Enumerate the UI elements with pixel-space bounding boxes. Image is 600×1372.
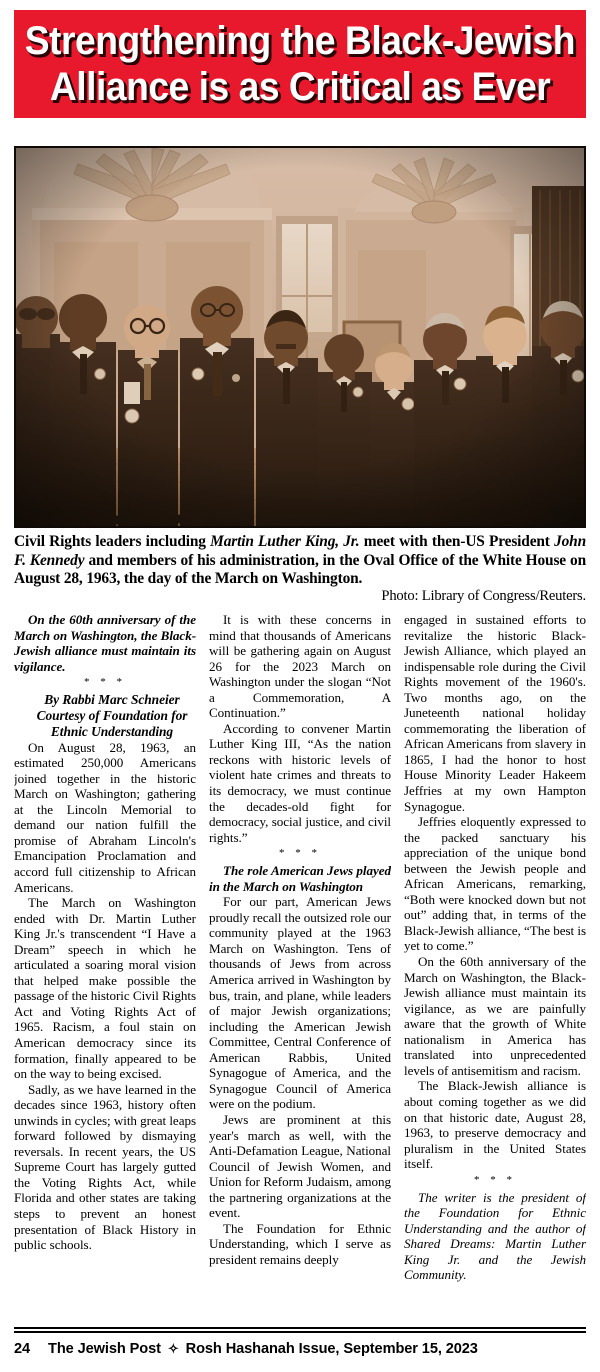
- paragraph: Jews are prominent at this year's march as well, with the Anti-Defamation League, National Council of Jewish Women, and Union for Reform Judaism, among the partnering organizations at the event.: [209, 1111, 391, 1221]
- paragraph: On August 28, 1963, an estimated 250,000 Americans joined together in the historic March on Washington; gathering at the Lincoln Memorial to demand our nation fulfill the promise of Abraham Lincoln's Emancipation Proclamation and accord full citizenship to African Americans.: [14, 739, 196, 895]
- column-1: [14, 612, 196, 1314]
- issue-info: Rosh Hashanah Issue, September 15, 2023: [185, 1341, 478, 1357]
- author-bio: The writer is the president of the Foundation for Ethnic Understanding and the author of Shared Dreams: Martin Luther King Jr. and the Jewish Community.: [404, 1189, 586, 1283]
- caption-part-3: and members of his administration, in the Oval Office of the White House on August 28, 1963, the day of the March on Washington.: [14, 551, 586, 588]
- column-2: [209, 612, 391, 1314]
- caption-name-mlk: Martin Luther King, Jr.: [210, 533, 360, 550]
- photo-credit: Photo: Library of Congress/Reuters.: [381, 588, 586, 604]
- star-separator-1: * * *: [84, 676, 126, 689]
- paragraph: engaged in sustained efforts to revitalize the historic Black-Jewish Alliance, which played an indispensable role during the Civil Rights movement of the 1960's. Two months ago, on the Juneteenth national holiday commemorating the liberation of African Americans from slavery in 1865, I had the honor to host House Minority Leader Hakeem Jeffries at my own Hampton Synagogue.: [404, 612, 586, 814]
- publication-name: The Jewish Post: [48, 1341, 161, 1357]
- byline-line-3: Ethnic Understanding: [50, 723, 174, 739]
- paragraph: Jeffries eloquently expressed to the packed sanctuary his appreciation of the unique bond between the Jewish people and African Americans, remarking, “Both were knocked down but not out” adding that, in terms of the Black-Jewish alliance, “The best is yet to come.”: [404, 814, 586, 954]
- page-number: 24: [14, 1341, 31, 1357]
- headline-line-1: Strengthening the Black-Jewish: [24, 19, 576, 63]
- star-separator-2: * * *: [279, 847, 321, 860]
- caption-part-1: Civil Rights leaders including: [14, 533, 211, 550]
- article-columns: [14, 612, 586, 1314]
- footer-rule-bottom: [14, 1331, 586, 1332]
- paragraph: The Foundation for Ethnic Understanding, which I serve as president remains deeply: [209, 1220, 391, 1267]
- caption-name-jfk: John F. Kennedy: [14, 533, 586, 569]
- section-subhead: The role American Jews played in the March on Washington: [209, 863, 391, 894]
- article-deck: On the 60th anniversary of the March on Washington, the Black-Jewish alliance must maintain its vigilance.: [14, 612, 196, 674]
- paragraph: According to convener Martin Luther King III, “As the nation reckons with historic levels of violent hate crimes and threats to its democracy, we must continue the decades-old fight for democracy, social justice, and civil rights.”: [209, 720, 391, 845]
- photo-caption: [14, 533, 586, 589]
- caption-part-2: meet with then-US President: [359, 533, 555, 550]
- paragraph: For our part, American Jews proudly recall the outsized role our community played at the 1963 March on Washington. Tens of thousands of Jews from across America arrived in Washington by bus, train, and plane, while leaders of major Jewish organizations; including the American Jewish Committee, Central Conference of American Rabbis, United Synagogue of America, and the Synagogue Council of America were on the podium.: [209, 894, 391, 1112]
- star-separator-3: * * *: [474, 1173, 516, 1186]
- paragraph: The March on Washington ended with Dr. Martin Luther King Jr.'s transcendent “I Have a Dream” speech in which he articulated a soaring moral vision that helped make possible the passage of the historic Civil Rights Act and Voting Rights Act of 1965. Racism, a foul stain on American democracy since its formation, finally appeared to be on the way to being excised.: [14, 895, 196, 1082]
- star-of-david-icon: ✧: [167, 1341, 179, 1356]
- column-3: [404, 612, 586, 1314]
- article-photo: [14, 146, 586, 528]
- headline-banner: [14, 10, 586, 118]
- footer-rules: [14, 1327, 586, 1333]
- paragraph: It is with these concerns in mind that thousands of Americans will be gathering again on August 26 for the 2023 March on Washington under the slogan “Not a Commemoration, A Continuation.”: [209, 612, 391, 721]
- headline-line-2: Alliance is as Critical as Ever: [49, 65, 551, 109]
- paragraph: Sadly, as we have learned in the decades since 1963, history often unwinds in cycles; with great leaps forward followed by dismaying reversals. In recent years, the US Supreme Court has largely gutted the Voting Rights Act, while Florida and other states are taking steps to prevent an honest presentation of Black History in public schools.: [14, 1081, 196, 1253]
- paragraph: The Black-Jewish alliance is about coming together as we did on that historic date, August 28, 1963, to preserve democracy and pluralism in the United States itself.: [404, 1078, 586, 1172]
- photo-illustration: [14, 146, 586, 528]
- byline-line-2: Courtesy of Foundation for: [36, 707, 188, 723]
- page-footer: [14, 1341, 586, 1357]
- byline-line-1: By Rabbi Marc Schneier: [44, 692, 180, 708]
- paragraph: On the 60th anniversary of the March on Washington, the Black-Jewish alliance must maintain its vigilance, as we are painfully aware that the growth of White nationalism in America has translated into unprecedented levels of antisemitism and racism.: [404, 954, 586, 1078]
